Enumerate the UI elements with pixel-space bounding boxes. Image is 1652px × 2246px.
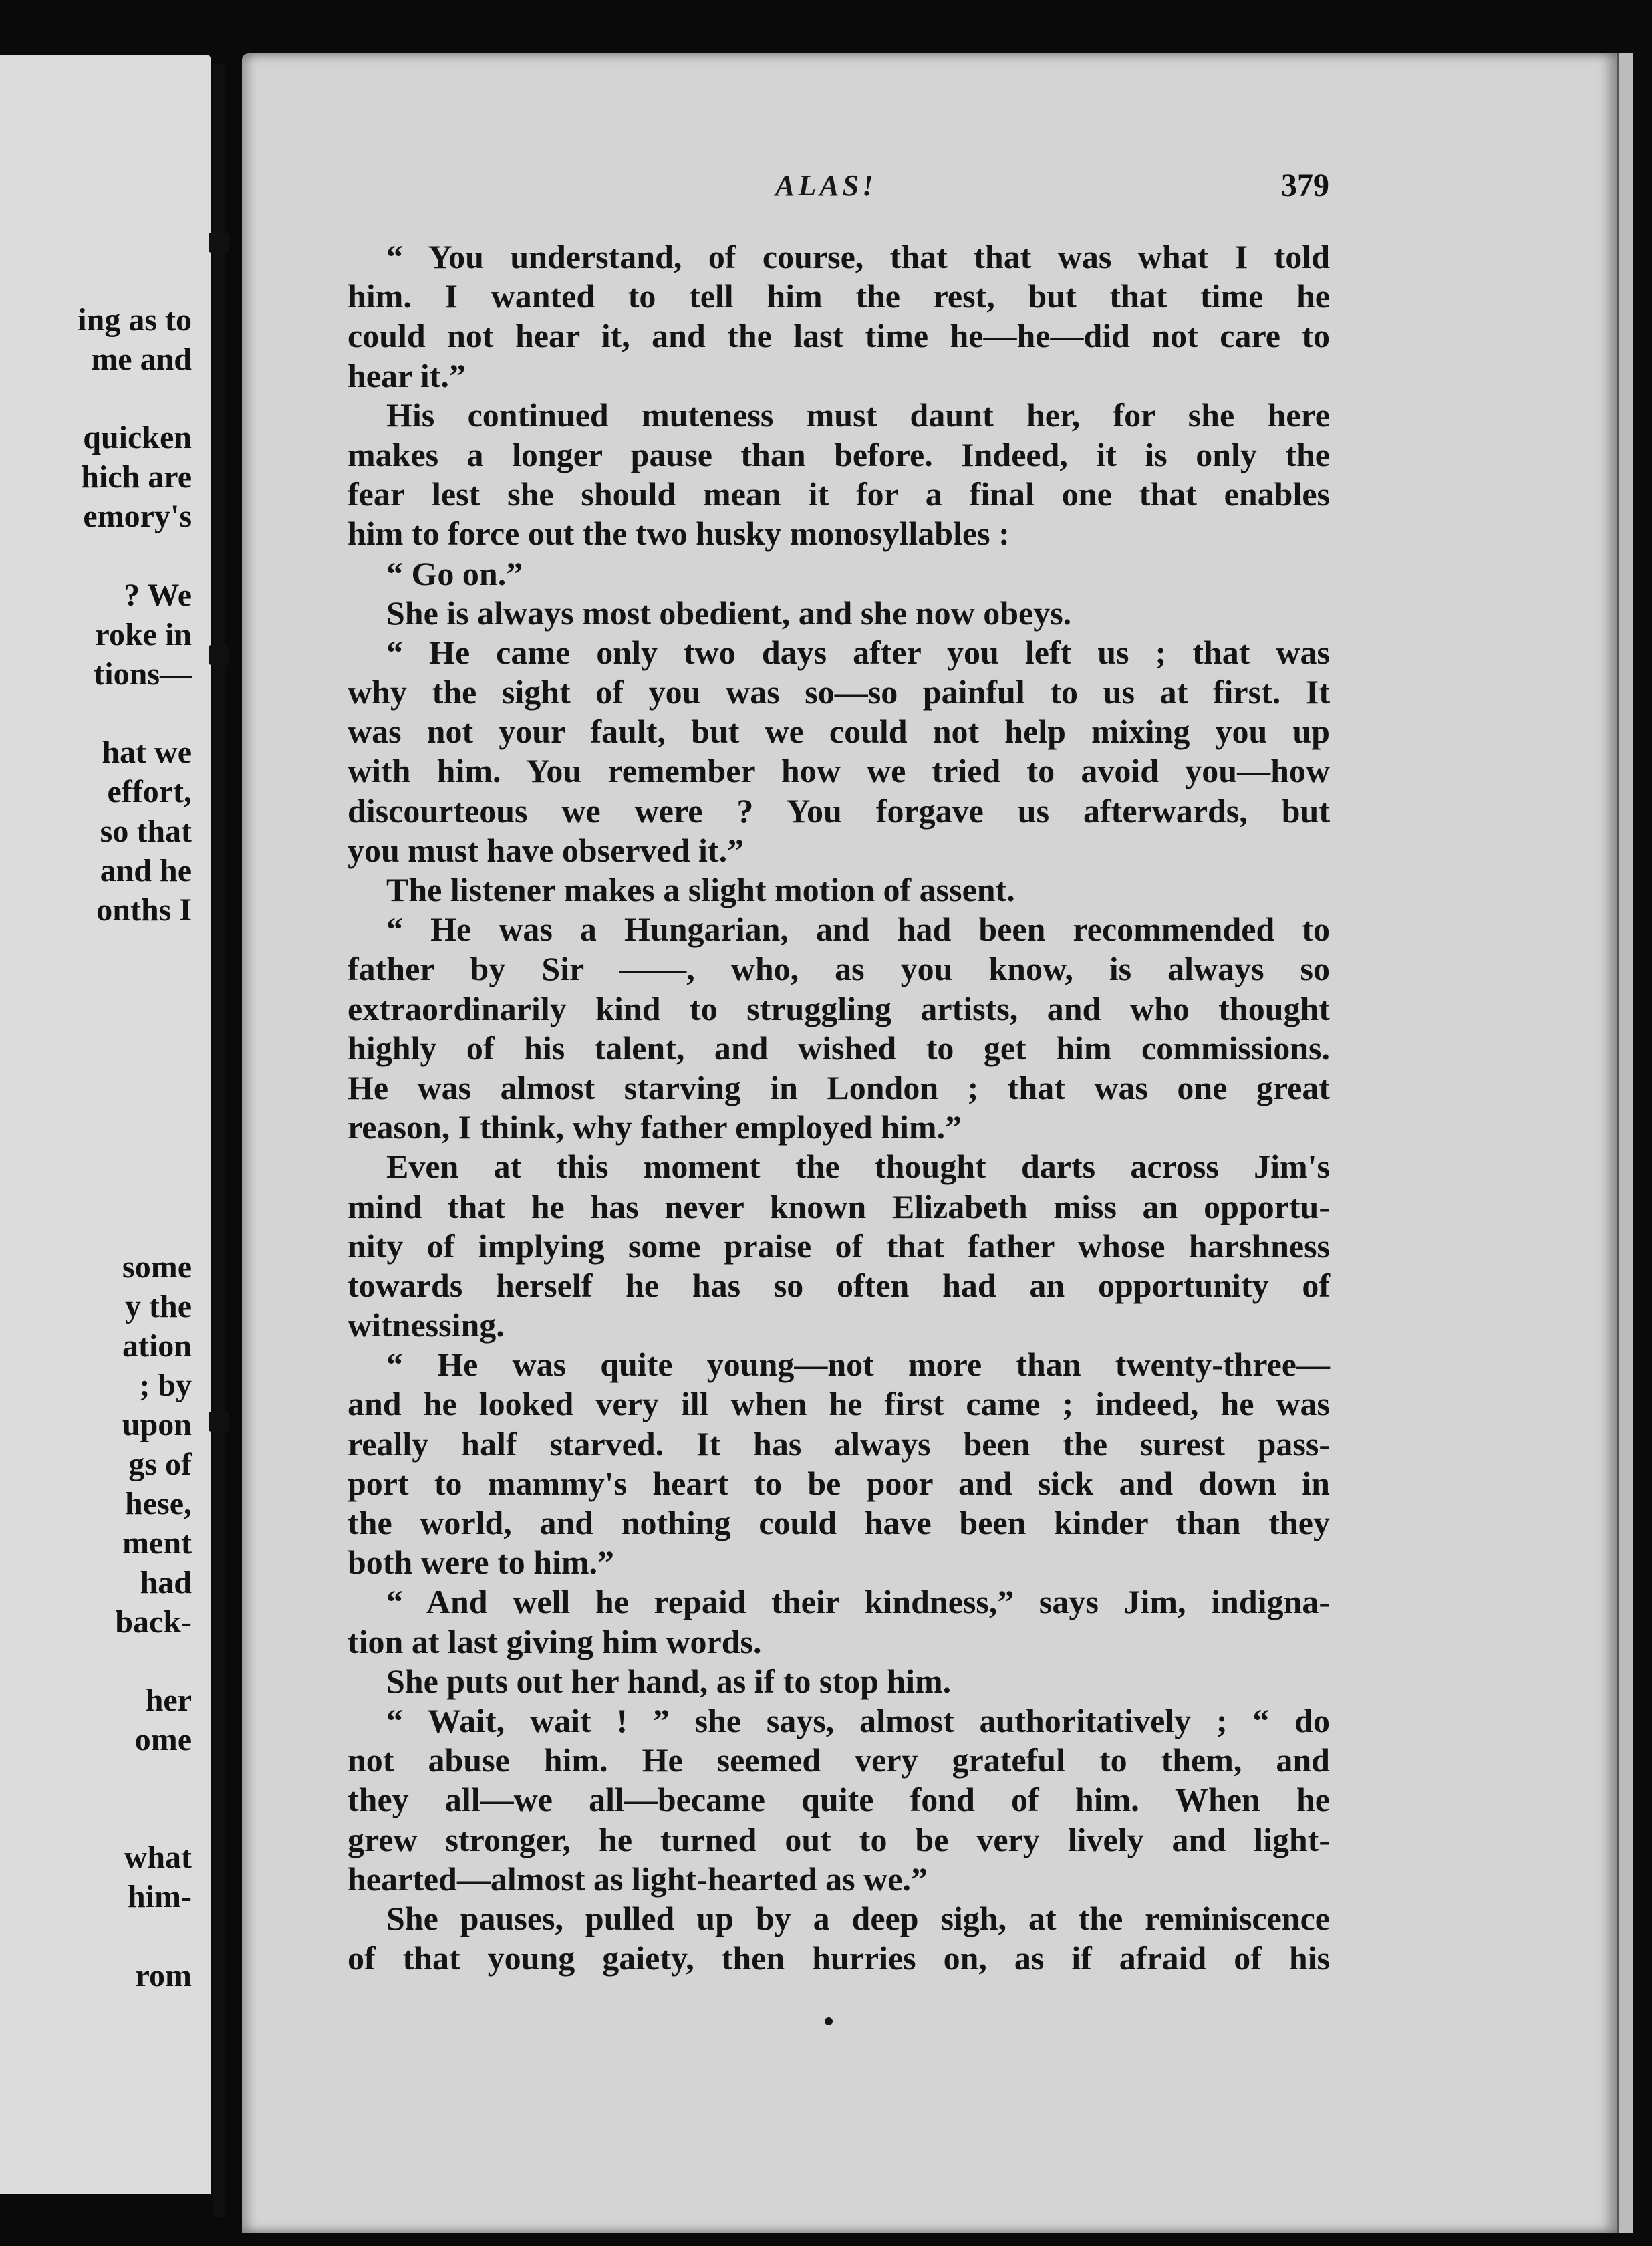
left-page-fragment: what bbox=[124, 1840, 192, 1875]
text-line: tion at last giving him words. bbox=[348, 1622, 762, 1660]
left-page-fragment: her bbox=[145, 1682, 192, 1718]
text-line: She pauses, pulled up by a deep sigh, at the reminiscence bbox=[386, 1899, 1330, 1937]
left-page-fragment: hich are bbox=[81, 459, 192, 495]
text-line: She is always most obedient, and she now obeys. bbox=[386, 594, 1072, 632]
left-page-fragment: y the bbox=[125, 1289, 192, 1324]
left-page-fragment: back- bbox=[115, 1604, 192, 1640]
text-line: reason, I think, why father employed him.” bbox=[348, 1108, 962, 1146]
left-page-fragment: ment bbox=[122, 1525, 192, 1561]
text-line: not abuse him. He seemed very grateful to them, and bbox=[348, 1741, 1330, 1779]
text-line: nity of implying some praise of that father whose harshness bbox=[348, 1227, 1330, 1265]
text-line: him to force out the two husky monosyllables : bbox=[348, 515, 1010, 553]
text-line: and he looked very ill when he first came ; indeed, he was bbox=[348, 1385, 1330, 1423]
text-line: She puts out her hand, as if to stop him. bbox=[386, 1662, 952, 1700]
text-line: hear it.” bbox=[348, 356, 466, 394]
text-line: highly of his talent, and wished to get him commissions. bbox=[348, 1029, 1330, 1067]
text-line: both were to him.” bbox=[348, 1543, 615, 1582]
text-line: “ And well he repaid their kindness,” says Jim, indigna- bbox=[386, 1583, 1330, 1621]
text-line: of that young gaiety, then hurries on, as if afraid of his bbox=[348, 1939, 1330, 1977]
binding-gutter bbox=[213, 64, 225, 2217]
left-page-fragment: so that bbox=[100, 814, 192, 849]
left-page-fragment: effort, bbox=[107, 774, 192, 809]
text-line: grew stronger, he turned out to be very lively and light- bbox=[348, 1820, 1330, 1858]
text-line: mind that he has never known Elizabeth miss an opportu- bbox=[348, 1187, 1330, 1225]
text-line: the world, and nothing could have been kinder than they bbox=[348, 1504, 1330, 1541]
left-page-fragment: hat we bbox=[102, 735, 192, 770]
left-page-fragment: onths I bbox=[96, 892, 192, 928]
left-page-fragment: ome bbox=[134, 1722, 192, 1757]
text-line: with him. You remember how we tried to avoid you—how bbox=[348, 752, 1330, 790]
text-line: “ He was a Hungarian, and had been recommended to bbox=[386, 910, 1330, 949]
text-line: His continued muteness must daunt her, for she here bbox=[386, 396, 1330, 434]
text-line: you must have observed it.” bbox=[348, 831, 744, 869]
text-line: could not hear it, and the last time he—he—did not care to bbox=[348, 317, 1330, 355]
left-page-fragment: tions— bbox=[94, 656, 192, 692]
ink-speck bbox=[825, 2017, 833, 2025]
text-line: they all—we all—became quite fond of him. When he bbox=[348, 1781, 1330, 1819]
left-page-fragment: some bbox=[122, 1249, 192, 1285]
text-line: really half starved. It has always been the surest pass- bbox=[348, 1424, 1330, 1463]
left-page-fragment: upon bbox=[122, 1407, 192, 1443]
left-page-fragment: roke in bbox=[95, 617, 192, 652]
binding-mark bbox=[209, 1412, 229, 1432]
text-line: witnessing. bbox=[348, 1306, 505, 1344]
text-line: makes a longer pause than before. Indeed, it is only the bbox=[348, 435, 1330, 473]
text-line: “ Wait, wait ! ” she says, almost authoritatively ; “ do bbox=[386, 1701, 1330, 1739]
running-head: ALAS! bbox=[775, 169, 877, 202]
text-line: “ He came only two days after you left us ; that was bbox=[386, 633, 1330, 671]
text-line: was not your fault, but we could not help mixing you up bbox=[348, 713, 1330, 751]
left-page-fragment: gs of bbox=[128, 1447, 192, 1482]
left-page-fragment: ation bbox=[122, 1328, 192, 1364]
text-line: port to mammy's heart to be poor and sick and down in bbox=[348, 1464, 1330, 1502]
left-page-fragment: me and bbox=[91, 342, 192, 377]
left-page-fragment: ing as to bbox=[78, 302, 192, 338]
left-page-fragment: rom bbox=[135, 1958, 192, 1993]
body-text bbox=[348, 237, 1330, 1978]
left-page-fragment: hese, bbox=[125, 1486, 192, 1521]
text-line: “ He was quite young—not more than twenty-three— bbox=[386, 1346, 1330, 1384]
left-facing-page bbox=[0, 55, 211, 2194]
left-page-fragment: had bbox=[140, 1565, 192, 1600]
left-page-fragment: quicken bbox=[83, 420, 192, 455]
text-line: why the sight of you was so—so painful to us at first. It bbox=[348, 673, 1330, 711]
text-line: him. I wanted to tell him the rest, but that time he bbox=[348, 277, 1330, 316]
text-line: towards herself he has so often had an opportunity of bbox=[348, 1266, 1330, 1304]
left-page-fragment: ? We bbox=[124, 578, 192, 613]
text-line: The listener makes a slight motion of assent. bbox=[386, 871, 1015, 908]
page-edge bbox=[1617, 53, 1633, 2233]
text-line: discourteous we were ? You forgave us afterwards, but bbox=[348, 791, 1330, 830]
text-line: Even at this moment the thought darts across Jim's bbox=[386, 1148, 1330, 1186]
text-line: He was almost starving in London ; that was one great bbox=[348, 1068, 1330, 1106]
page-number: 379 bbox=[1281, 168, 1329, 203]
text-line: fear lest she should mean it for a final one that enables bbox=[348, 475, 1330, 513]
text-line: father by Sir ——, who, as you know, is always so bbox=[348, 950, 1330, 988]
left-page-fragment: ; by bbox=[139, 1368, 192, 1403]
text-line: extraordinarily kind to struggling artists, and who thought bbox=[348, 989, 1330, 1027]
left-page-fragment: emory's bbox=[83, 499, 192, 534]
text-line: “ You understand, of course, that that was what I told bbox=[386, 238, 1330, 275]
left-page-fragment: him- bbox=[128, 1879, 192, 1914]
text-line: “ Go on.” bbox=[386, 554, 523, 592]
binding-mark bbox=[209, 645, 229, 665]
left-page-fragment: and he bbox=[100, 853, 192, 888]
text-line: hearted—almost as light-hearted as we.” bbox=[348, 1860, 928, 1898]
binding-mark bbox=[209, 233, 229, 253]
